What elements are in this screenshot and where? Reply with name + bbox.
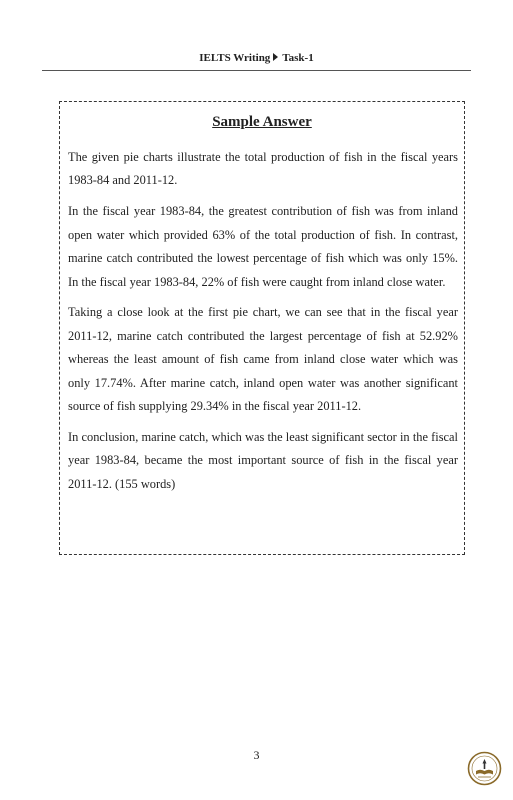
sample-answer-title: Sample Answer: [212, 114, 312, 130]
page-number: 3: [253, 748, 260, 762]
sample-answer-box: [59, 101, 465, 555]
header-title: IELTS Writing: [199, 52, 271, 64]
play-arrow-icon: [273, 53, 278, 61]
header-task: Task-1: [282, 52, 314, 64]
running-header: [42, 50, 471, 71]
answer-paragraph-conclusion: In conclusion, marine catch, which was the least significant sector in the fiscal year 1983-84, became the most important source of fish in the fiscal year 2011-12. (155 words): [68, 429, 458, 491]
answer-paragraph-2011: Taking a close look at the first pie chart, we can see that in the fiscal year 2011-12, marine catch contributed the largest percentage of fish at 52.92% whereas the least amount of fish came from inland close water which was only 17.74%. After marine catch, inland open water was another significant source of fish supplying 29.34% in the fiscal year 2011-12.: [68, 305, 458, 414]
publisher-logo-icon: [467, 751, 502, 786]
answer-paragraph-1983: In the fiscal year 1983-84, the greatest contribution of fish was from inland open water which provided 63% of the total production of fish. In contrast, marine catch contributed the lowest percentage of fish which was only 15%. In the fiscal year 1983-84, 22% of fish were caught from inland close water.: [68, 204, 458, 289]
answer-paragraph-intro: The given pie charts illustrate the total production of fish in the fiscal years 1983-84 and 2011-12.: [68, 150, 458, 188]
sample-answer-body: [68, 146, 458, 504]
